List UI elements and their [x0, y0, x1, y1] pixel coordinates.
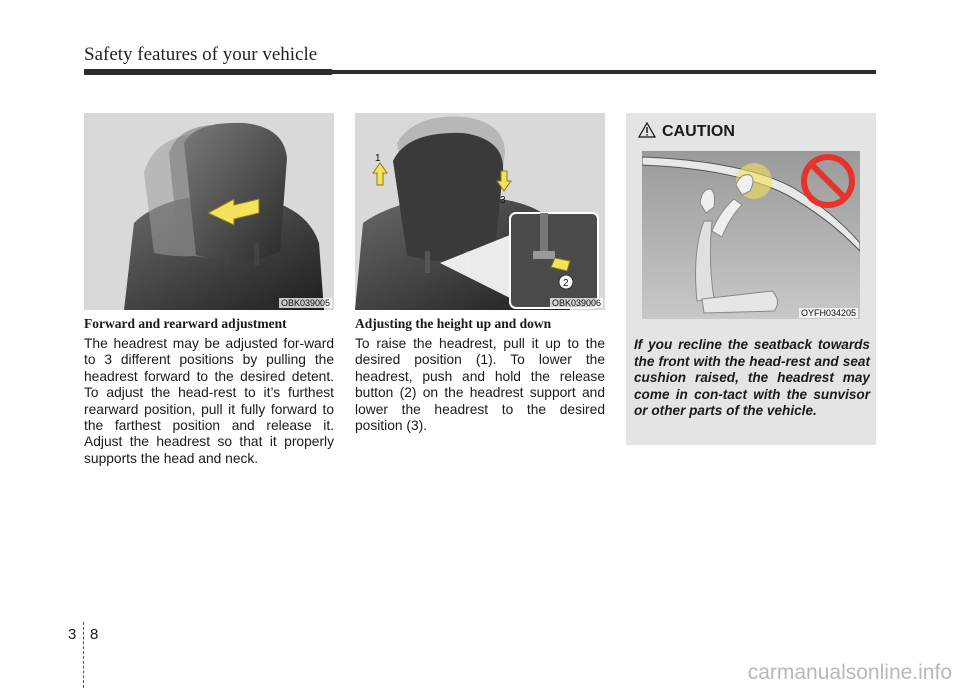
figure-headrest-forward [84, 113, 334, 310]
figure-code: OYFH034205 [800, 308, 856, 318]
chapter-number: 3 [68, 626, 77, 643]
section-heading: Adjusting the height up and down [355, 316, 552, 331]
warning-triangle-icon [638, 122, 656, 143]
figure-headrest-height [355, 113, 605, 310]
figure-code: OBK039006 [551, 298, 601, 308]
caution-header [638, 122, 735, 142]
callout-3: 3 [500, 195, 506, 206]
page-number: 8 [90, 626, 99, 643]
watermark: carmanualsonline.info [747, 661, 952, 684]
headrest-height-illustration [355, 113, 605, 310]
headrest-forward-illustration [84, 113, 334, 310]
page-header-title: Safety features of your vehicle [84, 44, 318, 65]
section-body: The headrest may be adjusted for-ward to 3 different positions by pulling the headrest forward to the desired detent. To adjust the head-rest to it’s furthest rearward position, pull it fully forward to the farthest position and release it. Adjust the headrest so that it properly supports the head and neck. [84, 336, 334, 466]
callout-2: 2 [563, 278, 569, 289]
caution-box [626, 113, 876, 445]
section-forward-adjustment [84, 316, 334, 467]
caution-text: If you recline the seatback towards the front with the head-rest and seat cushion raised, the headrest may come in con-tact with the sunvisor or other parts of the vehicle. [634, 337, 870, 419]
section-height-adjustment [355, 316, 605, 434]
header-rule-accent [84, 69, 332, 75]
recline-seat-illustration [642, 151, 860, 319]
figure-code: OBK039005 [280, 298, 330, 308]
page-number-divider [83, 622, 85, 688]
callout-1: 1 [375, 153, 381, 164]
caution-title: CAUTION [662, 123, 735, 140]
caution-figure [642, 151, 860, 319]
section-heading: Forward and rearward adjustment [84, 316, 287, 331]
section-body: To raise the headrest, pull it up to the desired position (1). To lower the headrest, push and hold the release button (2) on the headrest support and lower the headrest to the desired position (3). [355, 336, 605, 434]
